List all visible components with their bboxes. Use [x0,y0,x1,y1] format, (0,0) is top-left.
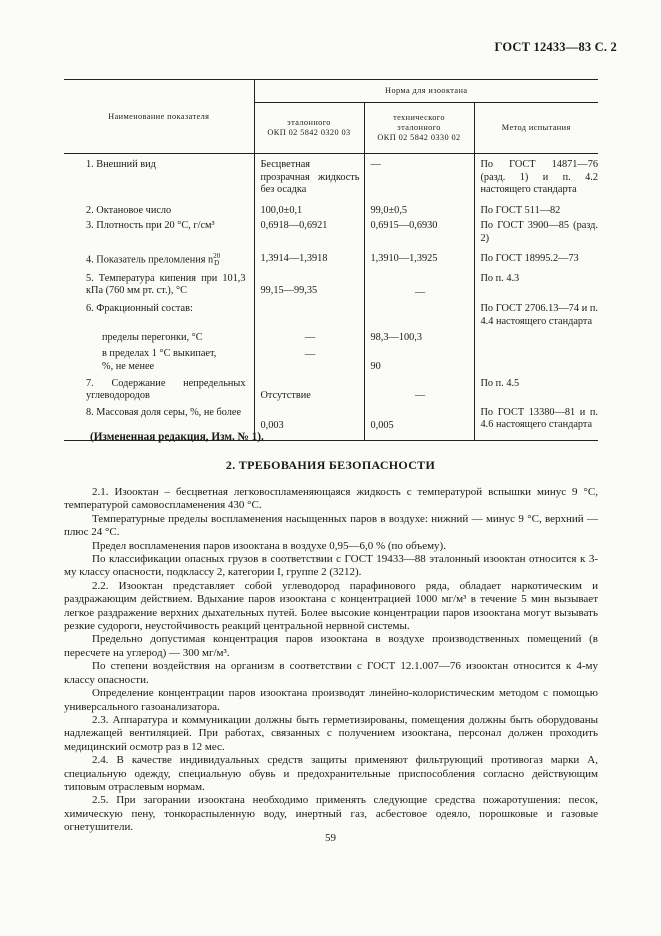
page-number: 59 [325,832,336,844]
row-tech: 98,3—100,3 [364,328,474,345]
amendment-note: (Измененная редакция, Изм. № 1). [90,431,264,443]
row-method [474,345,598,374]
paragraph: Предельно допустимая концентрация паров изооктана в воздухе производственных помещений (в пересчете на углерод) — 300 мг/м³. [64,633,598,659]
paragraph: Предел воспламенения паров изооктана в воздухе 0,95—6,0 % (по объему). [92,539,446,552]
paragraph: 2.3. Аппаратура и коммуникации должны быть герметизированы, помещения должны быть оборудованы надлежащей вентиляцией. При работах, связанных с получением изооктана, персонал должен проходить медицинский осмотр раз в 12 мес. [64,713,598,753]
row-ref: Отсутствие [254,374,364,403]
row-method: По п. 4.3 [474,267,598,300]
row-method: По ГОСТ 511—82 [474,197,598,218]
row-ref: 0,003 [254,403,364,441]
row-name: 1. Внешний вид [86,159,156,170]
row-name: 3. Плотность при 20 °С, г/см³ [86,220,215,232]
row-ref: Бесцветная прозрачная жидкость без осадка [254,154,364,197]
row-tech [364,299,474,328]
table-row [64,374,598,403]
row-tech: 90 [364,345,474,374]
header-ref-cell [254,103,364,154]
row-tech: — [364,154,474,197]
row-name: 7. Содержание непредельных углеводородов [86,377,246,402]
table-row [64,328,598,345]
row-ref: 100,0±0,1 [254,197,364,218]
table-row [64,154,598,197]
row-tech: 99,0±0,5 [364,197,474,218]
row-name: в пределах 1 °С выкипает, %, не менее [102,347,217,372]
table-row [64,197,598,218]
table-row [64,246,598,267]
row-method: По ГОСТ 3900—85 (разд. 2) [474,217,598,245]
header-ref: эталонного ОКП 02 5842 0320 03 [267,118,351,137]
row-method: По п. 4.5 [474,374,598,403]
section-title: 2. ТРЕБОВАНИЯ БЕЗОПАСНОСТИ [225,458,436,472]
header-tech-cell [364,103,474,154]
refractive-sub: D [214,258,220,267]
body-text [64,486,598,835]
row-name: 2. Октановое число [86,204,172,216]
paragraph: 2.2. Изооктан представляет собой углеводород парафинового ряда, обладает наркотическим и раздражающим действием. Вдыхание паров изооктана с концентрацией 1000 мг/м³ в течение 5 мин вызывает легкое раздражение верхних дыхательных путей. Более высокие концентрации паров изооктана могут вызывать резкие судороги, неустойчивость реакций центральной нервной системы. [64,579,598,633]
row-ref: — [254,345,364,374]
refractive-label: 4. Показатель преломления n [86,253,214,265]
paragraph: Температурные пределы воспламенения насыщенных паров в воздухе: нижний — минус 9 °С, верхний — плюс 24 °С. [64,512,598,539]
header-tech: технического эталонного ОКП 02 5842 0330 02 [377,113,461,142]
header-name: Наименование показателя [108,111,210,121]
row-name: 5. Температура кипения при 101,3 кПа (760 мм рт. ст.), °С [86,272,246,297]
header-norm: Норма для изооктана [385,86,468,95]
table-row [64,299,598,328]
row-ref: 99,15—99,35 [254,267,364,300]
row-name: 8. Массовая доля серы, %, не более [64,403,254,441]
paragraph: По классификации опасных грузов в соответствии с ГОСТ 19433—88 эталонный изооктан относится к 3-му классу опасности, подклассу 2, категории I, группе 2 (3212). [64,553,598,579]
row-tech: — [364,374,474,403]
paragraph: По степени воздействия на организм в соответствии с ГОСТ 12.1.007—76 изооктан относится к 4-му классу опасности. [64,660,598,686]
row-tech: — [364,267,474,300]
header-name-cell [64,80,254,154]
table-row [64,217,598,245]
paragraph: 2.5. При загорании изооктана необходимо применять следующие средства пожаротушения: песок, химическую пену, тонкораспыленную воду, инертный газ, асбестовое одеяло, порошковые и газовые огнетушители. [64,794,598,834]
header-method: Метод испытания [501,123,571,132]
refractive-index-notation [213,253,220,267]
header-norm-cell [254,80,598,103]
row-name: 6. Фракционный состав: [86,303,193,315]
row-method: По ГОСТ 18995.2—73 [474,246,598,267]
norm-table [64,79,598,441]
paragraph: Определение концентрации паров изооктана производят линейно-колористическим методом с помощью универсального газоанализатора. [64,687,598,713]
row-method: По ГОСТ 13380—81 и п. 4.6 настоящего стандарта [474,403,598,441]
row-ref: 1,3914—1,3918 [254,246,364,267]
row-name [64,246,254,267]
row-ref [254,299,364,328]
row-ref: — [254,328,364,345]
row-ref: 0,6918—0,6921 [254,217,364,245]
row-method: По ГОСТ 2706.13—74 и п. 4.4 настоящего стандарта [474,299,598,328]
header-method-cell [474,103,598,154]
paragraph: 2.4. В качестве индивидуальных средств защиты применяют фильтрующий противогаз марки А, специальную одежду, специальную обувь и предохранительные приспособления согласно действующим типовым отраслевым нормам. [64,754,598,793]
paragraph: 2.1. Изооктан – бесцветная легковоспламеняющаяся жидкость с температурой вспышки минус 9 °С, температурой самовоспламенения 430 °С. [64,486,598,512]
refractive-sup: 20 [213,251,221,260]
row-name: пределы перегонки, °С [102,332,203,344]
row-tech: 0,6915—0,6930 [364,217,474,245]
table-row [64,345,598,374]
row-tech: 1,3910—1,3925 [364,246,474,267]
row-method: По ГОСТ 14871—76 (разд. 1) и п. 4.2 настоящего стандарта [474,154,598,197]
row-tech: 0,005 [364,403,474,441]
page-header: ГОСТ 12433—83 С. 2 [494,40,617,54]
row-method [474,328,598,345]
table-row [64,267,598,300]
